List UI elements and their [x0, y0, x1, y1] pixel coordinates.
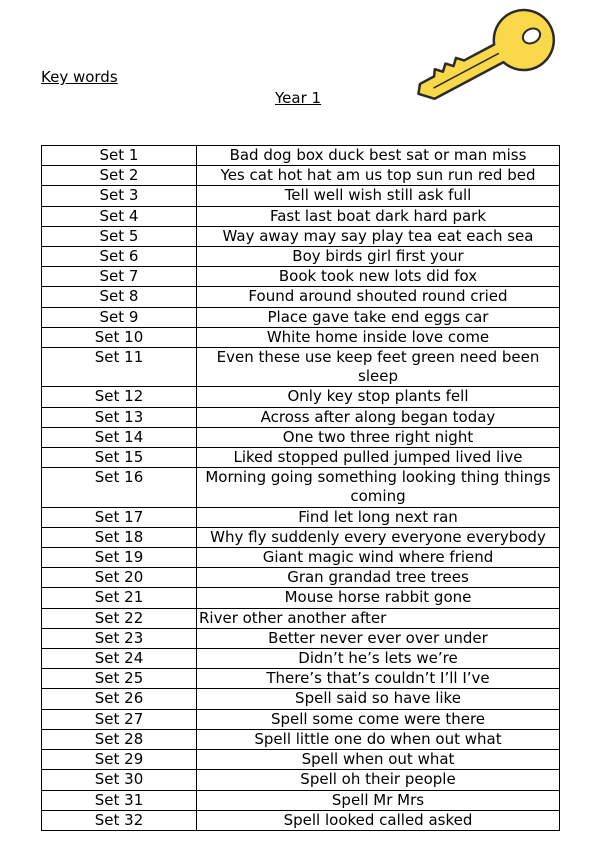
key-shape [405, 0, 562, 115]
table-row [42, 166, 560, 186]
table-row [42, 387, 560, 407]
set-label: Set 15 [42, 448, 197, 468]
word-list: Spell said so have like [197, 689, 560, 709]
word-list: There’s that’s couldn’t I’ll I’ve [197, 669, 560, 689]
set-label: Set 27 [42, 709, 197, 729]
set-label: Set 29 [42, 750, 197, 770]
set-label: Set 10 [42, 327, 197, 347]
word-list: Even these use keep feet green need been sleep [197, 348, 560, 387]
word-list: Liked stopped pulled jumped lived live [197, 448, 560, 468]
table-row [42, 247, 560, 267]
set-label: Set 26 [42, 689, 197, 709]
table-row [42, 770, 560, 790]
word-list: Yes cat hot hat am us top sun run red bed [197, 166, 560, 186]
page-title: Key words [41, 68, 118, 86]
set-label: Set 7 [42, 267, 197, 287]
word-list: One two three right night [197, 427, 560, 447]
table-row [42, 468, 560, 507]
table-row [42, 588, 560, 608]
table-row [42, 348, 560, 387]
table-row [42, 226, 560, 246]
table-row [42, 448, 560, 468]
word-list: Spell oh their people [197, 770, 560, 790]
table-row [42, 709, 560, 729]
word-list: White home inside love come [197, 327, 560, 347]
word-list: Morning going something looking thing things coming [197, 468, 560, 507]
word-list: Spell looked called asked [197, 810, 560, 830]
word-list: Fast last boat dark hard park [197, 206, 560, 226]
set-label: Set 4 [42, 206, 197, 226]
table-row [42, 407, 560, 427]
set-label: Set 30 [42, 770, 197, 790]
set-label: Set 13 [42, 407, 197, 427]
table-row [42, 427, 560, 447]
table-row [42, 608, 560, 628]
set-label: Set 31 [42, 790, 197, 810]
set-label: Set 1 [42, 146, 197, 166]
word-list: Why fly suddenly every everyone everybody [197, 527, 560, 547]
table-row [42, 146, 560, 166]
set-label: Set 5 [42, 226, 197, 246]
table-row [42, 527, 560, 547]
set-label: Set 22 [42, 608, 197, 628]
word-list: Find let long next ran [197, 507, 560, 527]
table-row [42, 186, 560, 206]
set-label: Set 21 [42, 588, 197, 608]
set-label: Set 12 [42, 387, 197, 407]
table-row [42, 669, 560, 689]
table-row [42, 327, 560, 347]
set-label: Set 24 [42, 649, 197, 669]
word-list: Gran grandad tree trees [197, 568, 560, 588]
table-row [42, 729, 560, 749]
word-list: Tell well wish still ask full [197, 186, 560, 206]
set-label: Set 19 [42, 548, 197, 568]
word-list: Didn’t he’s lets we’re [197, 649, 560, 669]
table-row [42, 507, 560, 527]
key-icon [402, 0, 562, 115]
table-row [42, 307, 560, 327]
word-list: Mouse horse rabbit gone [197, 588, 560, 608]
set-label: Set 28 [42, 729, 197, 749]
table-row [42, 568, 560, 588]
set-label: Set 9 [42, 307, 197, 327]
word-list: Spell Mr Mrs [197, 790, 560, 810]
table-row [42, 810, 560, 830]
word-list: Better never ever over under [197, 628, 560, 648]
set-label: Set 16 [42, 468, 197, 507]
word-list: Place gave take end eggs car [197, 307, 560, 327]
set-label: Set 6 [42, 247, 197, 267]
word-list: Way away may say play tea eat each sea [197, 226, 560, 246]
table-row [42, 206, 560, 226]
set-label: Set 2 [42, 166, 197, 186]
year-subtitle: Year 1 [275, 89, 322, 107]
word-list: River other another after [197, 608, 560, 628]
word-list: Spell some come were there [197, 709, 560, 729]
set-label: Set 23 [42, 628, 197, 648]
set-label: Set 8 [42, 287, 197, 307]
word-list: Found around shouted round cried [197, 287, 560, 307]
set-label: Set 14 [42, 427, 197, 447]
table-row [42, 790, 560, 810]
set-label: Set 18 [42, 527, 197, 547]
set-label: Set 25 [42, 669, 197, 689]
table-row [42, 287, 560, 307]
table-row [42, 548, 560, 568]
table-row [42, 750, 560, 770]
table-row [42, 267, 560, 287]
word-list: Book took new lots did fox [197, 267, 560, 287]
word-list: Across after along began today [197, 407, 560, 427]
table-row [42, 689, 560, 709]
set-label: Set 11 [42, 348, 197, 387]
set-label: Set 32 [42, 810, 197, 830]
key-words-table [41, 145, 560, 831]
set-label: Set 20 [42, 568, 197, 588]
word-list: Boy birds girl first your [197, 247, 560, 267]
word-list: Giant magic wind where friend [197, 548, 560, 568]
set-label: Set 3 [42, 186, 197, 206]
word-list: Spell when out what [197, 750, 560, 770]
word-list: Only key stop plants fell [197, 387, 560, 407]
word-list: Spell little one do when out what [197, 729, 560, 749]
table-row [42, 649, 560, 669]
word-list: Bad dog box duck best sat or man miss [197, 146, 560, 166]
set-label: Set 17 [42, 507, 197, 527]
table-row [42, 628, 560, 648]
